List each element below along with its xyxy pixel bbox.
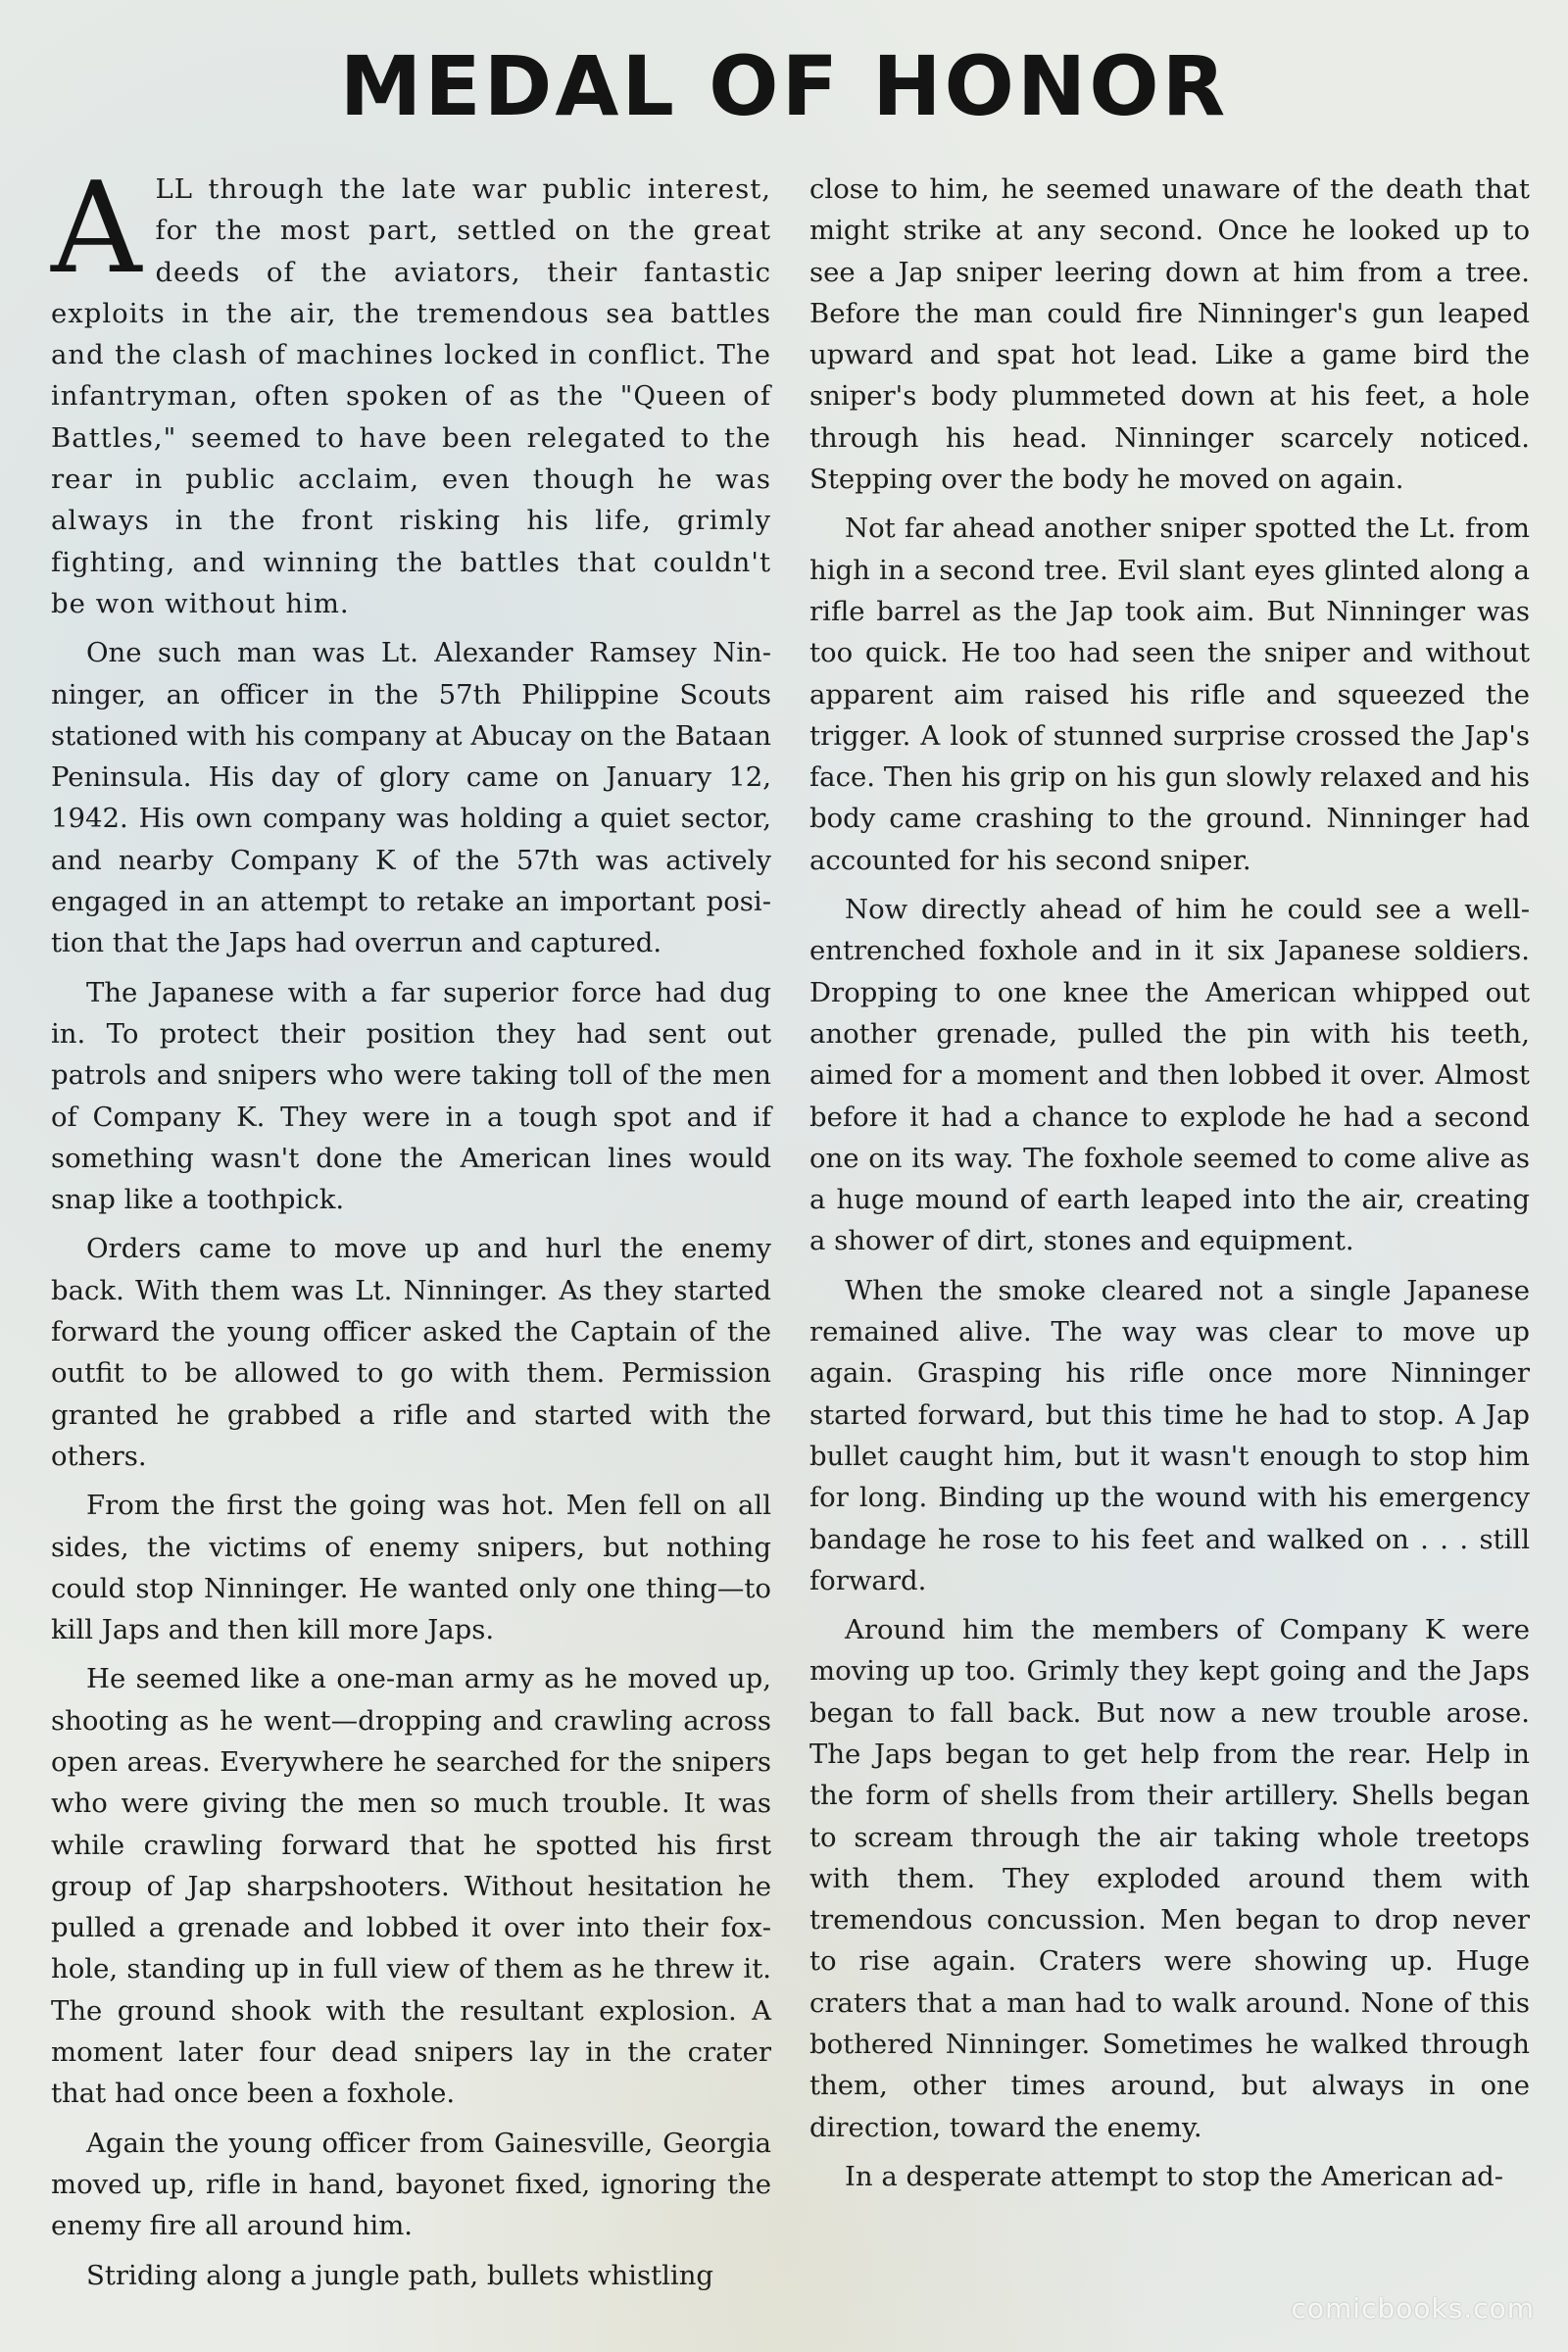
paragraph: In a desperate attempt to stop the American ad- <box>845 2160 1504 2192</box>
paragraph-text: LL through the late war public interest, for the most part, settled on the great deeds of the aviators, their fantastic exploits in the air, the tremendous sea battles and the clash of machines locked in conflict. The infantryman, often spoken of as the "Queen of Battles," seemed to have been relegated to the rear in public acclaim, even though he was always in the front risking his life, grimly fighting, and winning the battles that couldn't be won without him. <box>51 173 771 619</box>
paragraph: One such man was Lt. Alexander Ramsey Ninninger, an officer in the 57th Philippine Scouts stationed with his company at Abucay on the Bataan Peninsula. His day of glory came on January 12, 1942. His own company was holding a quiet sector, and nearby Company K of the 57th was actively engaged in an attempt to retake an important position that the Japs had overrun and captured. <box>51 637 771 959</box>
paragraph: From the first the going was hot. Men fell on all sides, the victims of enemy snipers, but nothing could stop Ninninger. He wanted only one thing—to kill Japs and then kill more Japs. <box>51 1490 771 1646</box>
left-column <box>51 156 771 2304</box>
paragraph: Again the young officer from Gainesville, Georgia moved up, rifle in hand, bayonet fixed, ignoring the enemy fire all around him. <box>51 2127 771 2242</box>
paragraph: Striding along a jungle path, bullets whistling <box>86 2259 714 2291</box>
paragraph: He seemed like a one-man army as he moved up, shooting as he went—dropping and crawling across open areas. Everywhere he searched for the snipers who were giving the men so much trouble. It was while crawling forward that he spotted his first group of Jap sharpshooters. Without hesitation he pulled a grenade and lobbed it over into their foxhole, standing up in full view of them as he threw it. The ground shook with the resultant explosion. A moment later four dead snipers lay in the crater that had once been a foxhole. <box>51 1663 771 2110</box>
right-column <box>809 169 1530 2205</box>
paragraph: The Japanese with a far superior force had dug in. To protect their position they had sent out patrols and snipers who were taking toll of the men of Company K. They were in a tough spot and if something wasn't done the American lines would snap like a toothpick. <box>51 976 771 1216</box>
drop-cap: A <box>51 156 142 302</box>
paragraph <box>51 156 771 624</box>
page-title: MEDAL OF HONOR <box>339 38 1229 134</box>
paragraph: Not far ahead another sniper spotted the Lt. from high in a second tree. Evil slant eyes glinted along a rifle barrel as the Jap took aim. But Ninninger was too quick. He too had seen the sniper and without apparent aim raised his rifle and squeezed the trigger. A look of stunned surprise crossed the Jap's face. Then his grip on his gun slowly relaxed and his body came crashing to the ground. Ninninger had accounted for his second sniper. <box>809 513 1530 876</box>
paragraph: Around him the members of Company K were moving up too. Grimly they kept going and the Japs began to fall back. But now a new trouble arose. The Japs began to get help from the rear. Help in the form of shells from their artillery. Shells began to scream through the air taking whole treetops with them. They exploded around them with tremendous concussion. Men began to drop never to rise again. Craters were showing up. Huge craters that a man had to walk around. None of this bothered Ninninger. Sometimes he walked through them, other times around, but always in one direction, toward the enemy. <box>809 1614 1530 2143</box>
paragraph: Orders came to move up and hurl the enemy back. With them was Lt. Ninninger. As they started forward the young officer asked the Captain of the outfit to be allowed to go with them. Permission granted he grabbed a rifle and started with the others. <box>51 1233 771 1472</box>
watermark: comicbooks.com <box>1291 2292 1535 2325</box>
paragraph: close to him, he seemed unaware of the death that might strike at any second. Once he looked up to see a Jap sniper leering down at him from a tree. Before the man could fire Ninninger's gun leaped upward and spat hot lead. Like a game bird the sniper's body plummeted down at his feet, a hole through his head. Ninninger scarcely noticed. Stepping over the body he moved on again. <box>809 173 1530 496</box>
paragraph: When the smoke cleared not a single Japanese remained alive. The way was clear to move up again. Grasping his rifle once more Ninninger started forward, but this time he had to stop. A Jap bullet caught him, but it wasn't enough to stop him for long. Binding up the wound with his emergency bandage he rose to his feet and walked on . . . still forward. <box>809 1274 1530 1596</box>
paragraph: Now directly ahead of him he could see a well-entrenched foxhole and in it six Japanese soldiers. Dropping to one knee the American whipped out another grenade, pulled the pin with his teeth, aimed for a moment and then lobbed it over. Almost before it had a chance to explode he had a second one on its way. The foxhole seemed to come alive as a huge mound of earth leaped into the air, creating a shower of dirt, stones and equipment. <box>809 894 1530 1257</box>
